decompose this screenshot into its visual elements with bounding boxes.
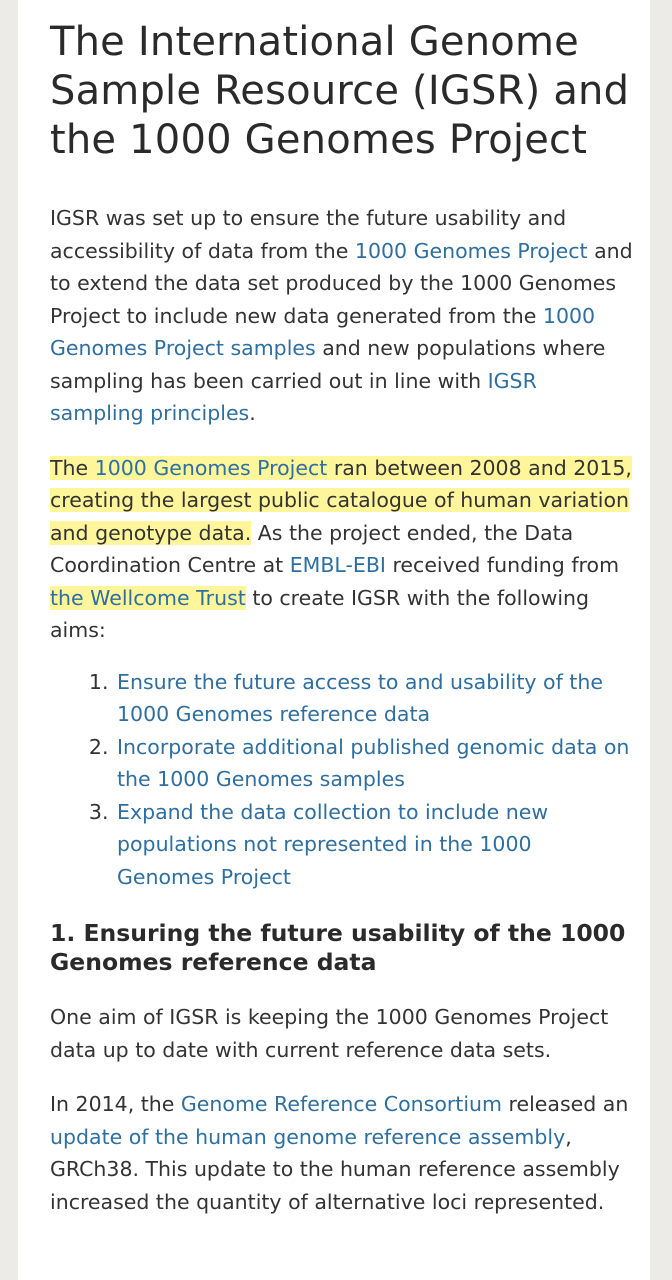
link-aim-2[interactable]: Incorporate additional published genomic data on the 1000 Genomes samples (117, 734, 630, 791)
link-1000-genomes-project[interactable]: 1000 Genomes Project (354, 238, 588, 263)
article-content (50, 18, 635, 1218)
text-segment: . (249, 401, 256, 425)
link-reference-assembly-update[interactable]: update of the human genome reference assembly (50, 1124, 566, 1149)
link-aim-1[interactable]: Ensure the future access to and usability of the 1000 Genomes reference data (117, 669, 603, 726)
text-segment: , GRCh38. This update to the human reference assembly increased the quantity of alternative loci represented. (50, 1124, 620, 1214)
page-title: The International Genome Sample Resource (IGSR) and the 1000 Genomes Project (50, 19, 630, 163)
text-segment: In 2014, the (50, 1092, 181, 1116)
link-embl-ebi[interactable]: EMBL-EBI (289, 553, 386, 577)
intro-paragraph (50, 202, 635, 430)
link-1000-genomes-samples[interactable]: 1000 Genomes Project samples (50, 303, 596, 360)
aim-item (115, 796, 635, 894)
section-paragraph-1: One aim of IGSR is keeping the 1000 Genomes Project data up to date with current reference data sets. (50, 1005, 609, 1062)
text-segment: released an (502, 1092, 629, 1116)
link-aim-3[interactable]: Expand the data collection to include new populations not represented in the 1000 Genomes Project (117, 799, 549, 889)
text-segment: The (50, 455, 95, 480)
section-heading: 1. Ensuring the future usability of the 1000 Genomes reference data (50, 919, 626, 976)
aims-list (50, 666, 635, 894)
text-segment: IGSR was set up to ensure the future usability and accessibility of data from the (50, 206, 567, 263)
text-segment: received funding from (385, 553, 620, 577)
text-segment: and to extend the data set produced by the 1000 Genomes Project to include new data generated from the (50, 238, 633, 328)
section-paragraph-2 (50, 1088, 635, 1218)
text-segment: to create IGSR with the following aims: (50, 585, 590, 642)
aim-item (115, 731, 635, 796)
link-genome-reference-consortium[interactable]: Genome Reference Consortium (180, 1092, 502, 1116)
text-segment: ran between 2008 and 2015, creating the largest public catalogue of human variation and genotype data. (50, 455, 632, 545)
text-segment: and new populations where sampling has been carried out in line with (50, 336, 606, 393)
link-igsr-sampling-principles[interactable]: IGSR sampling principles (50, 368, 537, 425)
text-segment: As the project ended, the Data Coordination Centre at (50, 520, 574, 577)
page-card (18, 0, 650, 1280)
history-paragraph (50, 452, 635, 647)
aim-item (115, 666, 635, 731)
link-1000-genomes-project-2[interactable]: 1000 Genomes Project (94, 455, 328, 480)
link-wellcome-trust[interactable]: the Wellcome Trust (50, 585, 246, 610)
